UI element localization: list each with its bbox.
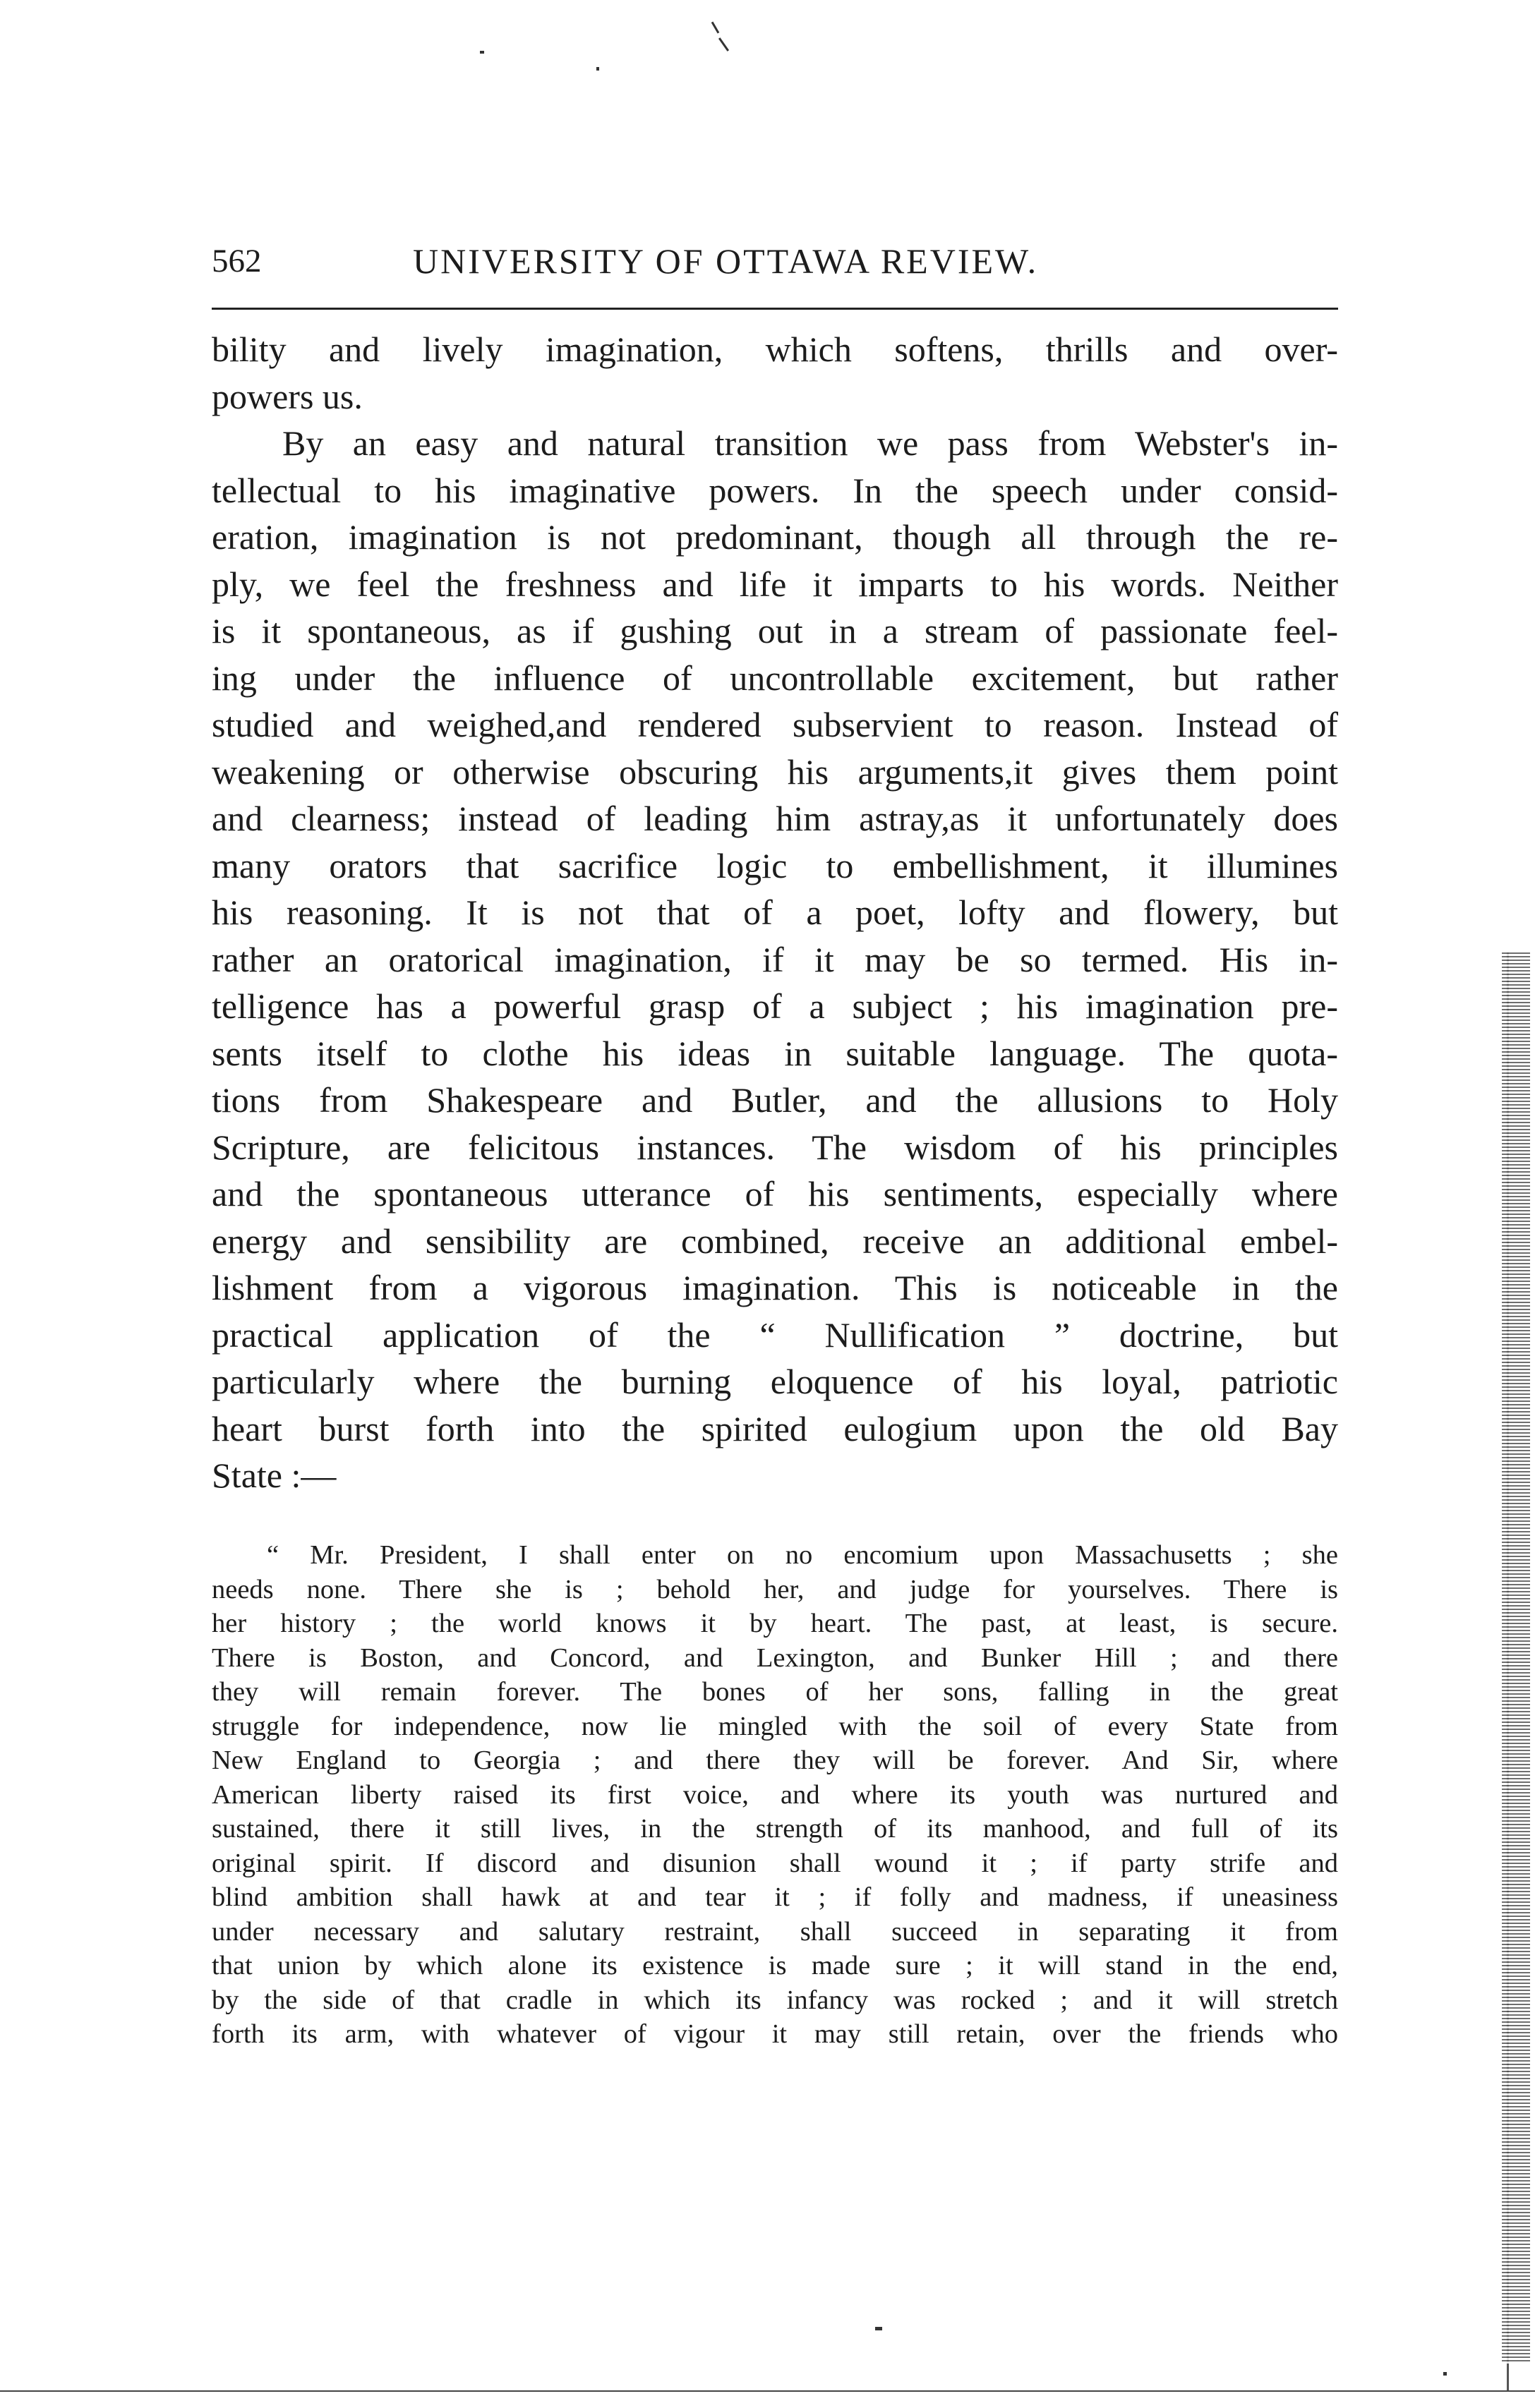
quote-line: her history ; the world knows it by heart. The past, at least, is secure. — [212, 1609, 1338, 1638]
text-line: eration, imagination is not predominant, though all through the re- — [212, 517, 1338, 557]
quote-line: struggle for independence, now lie mingled with the soil of every State from — [212, 1711, 1338, 1741]
text-line: Scripture, are felicitous instances. The wisdom of his principles — [212, 1127, 1338, 1167]
text-line: rather an oratorical imagination, if it may be so termed. His in- — [212, 939, 1338, 979]
text-line: and the spontaneous utterance of his sentiments, especially where — [212, 1174, 1338, 1214]
quote-line: “ Mr. President, I shall enter on no encomium upon Massachusetts ; she — [267, 1540, 1338, 1570]
text-line: bility and lively imagination, which softens, thrills and over- — [212, 329, 1338, 369]
header-rule — [212, 308, 1338, 310]
page-edge-shadow — [1502, 952, 1530, 2364]
running-title: UNIVERSITY OF OTTAWA REVIEW. — [413, 241, 1039, 281]
quote-line: by the side of that cradle in which its infancy was rocked ; and it will stretch — [212, 1985, 1338, 2015]
text-line: powers us. — [212, 376, 363, 416]
quote-line: forth its arm, with whatever of vigour it may still retain, over the friends who — [212, 2019, 1338, 2049]
quote-line: original spirit. If discord and disunion shall wound it ; if party strife and — [212, 1848, 1338, 1878]
scan-speck — [718, 37, 729, 52]
scan-speck — [1443, 2372, 1447, 2376]
text-line: sents itself to clothe his ideas in suitable language. The quota- — [212, 1033, 1338, 1073]
text-line: By an easy and natural transition we pass from Webster's in- — [282, 423, 1338, 463]
text-line: his reasoning. It is not that of a poet, lofty and flowery, but — [212, 893, 1338, 932]
scan-speck — [875, 2327, 882, 2330]
text-line: weakening or otherwise obscuring his arguments,it gives them point — [212, 751, 1338, 792]
quote-line: American liberty raised its first voice, and where its youth was nurtured and — [212, 1779, 1338, 1810]
text-line: particularly where the burning eloquence of his loyal, patriotic — [212, 1362, 1338, 1401]
text-line: and clearness; instead of leading him astray,as it unfortunately does — [212, 799, 1338, 838]
bottom-edge-line — [0, 2390, 1535, 2392]
page-header — [212, 240, 1338, 296]
quote-line: needs none. There she is ; behold her, and judge for yourselves. There is — [212, 1574, 1338, 1604]
text-line: State :— — [212, 1456, 337, 1495]
text-line: heart burst forth into the spirited eulogium upon the old Bay — [212, 1408, 1338, 1448]
quote-line: they will remain forever. The bones of her sons, falling in the great — [212, 1677, 1338, 1707]
text-line: telligence has a powerful grasp of a subject ; his imagination pre- — [212, 986, 1338, 1026]
text-line: many orators that sacrifice logic to embellishment, it illumines — [212, 845, 1338, 885]
quote-line: New England to Georgia ; and there they will be forever. And Sir, where — [212, 1746, 1338, 1775]
text-line: is it spontaneous, as if gushing out in a stream of passionate feel- — [212, 611, 1338, 651]
text-line: energy and sensibility are combined, receive an additional embel- — [212, 1221, 1338, 1261]
scan-speck — [711, 21, 720, 33]
quote-line: blind ambition shall hawk at and tear it ; if folly and madness, if uneasiness — [212, 1882, 1338, 1912]
text-line: studied and weighed,and rendered subservient to reason. Instead of — [212, 705, 1338, 744]
text-line: tions from Shakespeare and Butler, and the allusions to Holy — [212, 1080, 1338, 1120]
text-line: ply, we feel the freshness and life it imparts to his words. Neither — [212, 564, 1338, 604]
text-line: lishment from a vigorous imagination. This is noticeable in the — [212, 1268, 1338, 1307]
quote-line: under necessary and salutary restraint, shall succeed in separating it from — [212, 1916, 1338, 1947]
quote-line: that union by which alone its existence is made sure ; it will stand in the end, — [212, 1951, 1338, 1980]
body-text — [212, 326, 1338, 1499]
scan-speck — [596, 67, 599, 71]
page-number: 562 — [212, 243, 262, 279]
quote-line: There is Boston, and Concord, and Lexington, and Bunker Hill ; and there — [212, 1642, 1338, 1673]
text-line: practical application of the “ Nullification ” doctrine, but — [212, 1314, 1338, 1355]
text-line: tellectual to his imaginative powers. In the speech under consid- — [212, 470, 1338, 510]
scan-speck — [480, 51, 484, 54]
block-quote — [212, 1538, 1338, 2052]
text-line: ing under the influence of uncontrollable excitement, but rather — [212, 658, 1338, 698]
quote-line: sustained, there it still lives, in the strength of its manhood, and full of its — [212, 1814, 1338, 1844]
